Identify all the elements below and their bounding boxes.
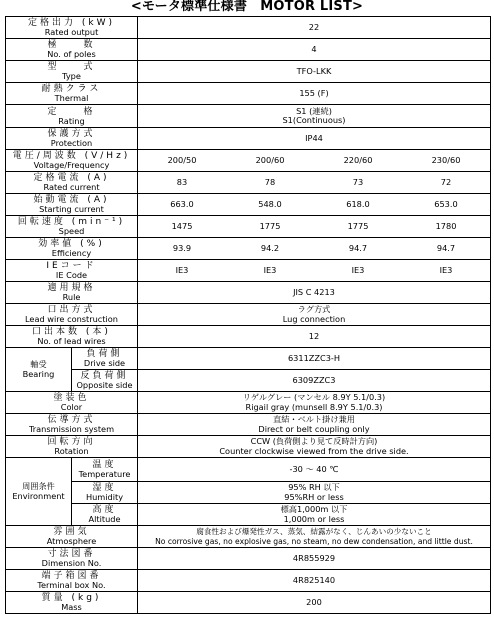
label-atmosphere: 雰囲気 Atmosphere xyxy=(6,526,138,548)
row-transmission xyxy=(6,414,491,436)
row-starting-current xyxy=(6,194,491,216)
value-lead-count: 12 xyxy=(138,326,491,348)
row-bearing-drive xyxy=(6,348,491,370)
cell: 83 xyxy=(176,176,188,187)
label-terminal-box: 端子箱図番 Terminal box No. xyxy=(6,570,138,592)
value-starting-current xyxy=(138,194,491,216)
label-bearing-drive: 負荷側 Drive side xyxy=(72,348,138,370)
cell: IE3 xyxy=(263,264,277,275)
value-rotation: CCW (負荷側より見て反時計方向) Counter clockwise viewed from the drive side. xyxy=(138,436,491,458)
row-ie-code xyxy=(6,260,491,282)
label-voltage: 電圧/周波数 (V/Hz) Voltage/Frequency xyxy=(6,150,138,172)
label-efficiency: 効率値 (%) Efficiency xyxy=(6,238,138,260)
value-color: リゲルグレー (マンセル 8.9Y 5.1/0.3) Rigail gray (munsell 8.9Y 5.1/0.3) xyxy=(138,392,491,414)
label-speed: 回転速度 (min⁻¹) Speed xyxy=(6,216,138,238)
cell: 548.0 xyxy=(258,198,282,209)
cell: 653.0 xyxy=(434,198,458,209)
row-poles xyxy=(6,39,491,61)
cell: 663.0 xyxy=(170,198,194,209)
value-rating: S1 (連続) S1(Continuous) xyxy=(138,105,491,128)
cell: 1775 xyxy=(347,220,369,231)
value-bearing-opposite: 6309ZZC3 xyxy=(138,370,491,392)
value-bearing-drive: 6311ZZC3-H xyxy=(138,348,491,370)
row-env-temperature xyxy=(6,458,491,482)
row-lead-count xyxy=(6,326,491,348)
cell: 94.7 xyxy=(348,242,368,253)
label-rated-output: 定格出力 (kW) Rated output xyxy=(6,17,138,39)
cell: 618.0 xyxy=(346,198,370,209)
value-poles: 4 xyxy=(138,39,491,61)
label-poles: 極 数 No. of poles xyxy=(6,39,138,61)
value-rule: JIS C 4213 xyxy=(138,282,491,304)
label-thermal: 耐熱クラス Thermal xyxy=(6,83,138,105)
value-transmission: 直結・ベルト掛け兼用 Direct or belt coupling only xyxy=(138,414,491,436)
row-env-humidity xyxy=(6,482,491,504)
label-ie-code: IEコード IE Code xyxy=(6,260,138,282)
label-type: 型 式 Type xyxy=(6,61,138,83)
row-type xyxy=(6,61,491,83)
label-mass: 質量 (kg) Mass xyxy=(6,592,138,614)
label-lead-wire: 口出方式 Lead wire construction xyxy=(6,304,138,326)
cell: 78 xyxy=(264,176,276,187)
cell: 94.2 xyxy=(260,242,280,253)
label-environment-group: 周囲条件 Environment xyxy=(6,458,72,526)
row-thermal xyxy=(6,83,491,105)
cell: 72 xyxy=(440,176,452,187)
label-humidity: 湿度 Humidity xyxy=(72,482,138,504)
cell: 230/60 xyxy=(431,154,461,165)
value-ie-code xyxy=(138,260,491,282)
value-terminal-box: 4R825140 xyxy=(138,570,491,592)
row-efficiency xyxy=(6,238,491,260)
row-lead-wire xyxy=(6,304,491,326)
label-lead-count: 口出本数 (本) No. of lead wires xyxy=(6,326,138,348)
row-rating xyxy=(6,105,491,128)
label-bearing-group: 軸受 Bearing xyxy=(6,348,72,392)
value-temperature: -30 ～ 40 ℃ xyxy=(138,458,491,482)
motor-spec-table xyxy=(5,16,491,614)
value-efficiency xyxy=(138,238,491,260)
row-terminal-box xyxy=(6,570,491,592)
cell: 200/60 xyxy=(255,154,285,165)
label-rated-current: 定格電流 (A) Rated current xyxy=(6,172,138,194)
cell: 1475 xyxy=(171,220,193,231)
cell: 220/60 xyxy=(343,154,373,165)
label-rotation: 回転方向 Rotation xyxy=(6,436,138,458)
value-atmosphere: 腐食性および爆発性ガス、蒸気、結露がなく、じんあいの少ないこと No corrosive gas, no explosive gas, no steam, no dew condensation, and little dust. xyxy=(138,526,491,548)
cell: IE3 xyxy=(351,264,365,275)
value-type: TFO-LKK xyxy=(138,61,491,83)
cell: 73 xyxy=(352,176,364,187)
label-dimension: 寸法図番 Dimension No. xyxy=(6,548,138,570)
value-dimension: 4R855929 xyxy=(138,548,491,570)
label-rating: 定 格 Rating xyxy=(6,105,138,128)
cell: 1780 xyxy=(435,220,457,231)
value-rated-current xyxy=(138,172,491,194)
cell: 94.7 xyxy=(436,242,456,253)
label-bearing-opposite: 反負荷側 Opposite side xyxy=(72,370,138,392)
row-env-altitude xyxy=(6,504,491,526)
cell: 93.9 xyxy=(172,242,192,253)
label-color: 塗装色 Color xyxy=(6,392,138,414)
label-altitude: 高度 Altitude xyxy=(72,504,138,526)
row-rated-output xyxy=(6,17,491,39)
cell: IE3 xyxy=(439,264,453,275)
value-thermal: 155 (F) xyxy=(138,83,491,105)
value-humidity: 95% RH 以下 95%RH or less xyxy=(138,482,491,504)
row-rule xyxy=(6,282,491,304)
label-rule: 適用規格 Rule xyxy=(6,282,138,304)
row-rotation xyxy=(6,436,491,458)
label-protection: 保護方式 Protection xyxy=(6,128,138,150)
label-temperature: 温度 Temperature xyxy=(72,458,138,482)
row-protection xyxy=(6,128,491,150)
value-protection: IP44 xyxy=(138,128,491,150)
row-speed xyxy=(6,216,491,238)
label-starting-current: 始動電流 (A) Starting current xyxy=(6,194,138,216)
row-rated-current xyxy=(6,172,491,194)
row-dimension xyxy=(6,548,491,570)
value-mass: 200 xyxy=(138,592,491,614)
cell: IE3 xyxy=(175,264,189,275)
document-title: <モータ標準仕様書 MOTOR LIST> xyxy=(130,0,364,14)
row-voltage xyxy=(6,150,491,172)
value-lead-wire: ラグ方式 Lug connection xyxy=(138,304,491,326)
value-rated-output: 22 xyxy=(138,17,491,39)
row-atmosphere xyxy=(6,526,491,548)
row-bearing-opposite xyxy=(6,370,491,392)
value-altitude: 標高1,000m 以下 1,000m or less xyxy=(138,504,491,526)
value-voltage xyxy=(138,150,491,172)
cell: 1775 xyxy=(259,220,281,231)
label-transmission: 伝導方式 Transmission system xyxy=(6,414,138,436)
cell: 200/50 xyxy=(167,154,197,165)
value-speed xyxy=(138,216,491,238)
row-mass xyxy=(6,592,491,614)
row-color xyxy=(6,392,491,414)
